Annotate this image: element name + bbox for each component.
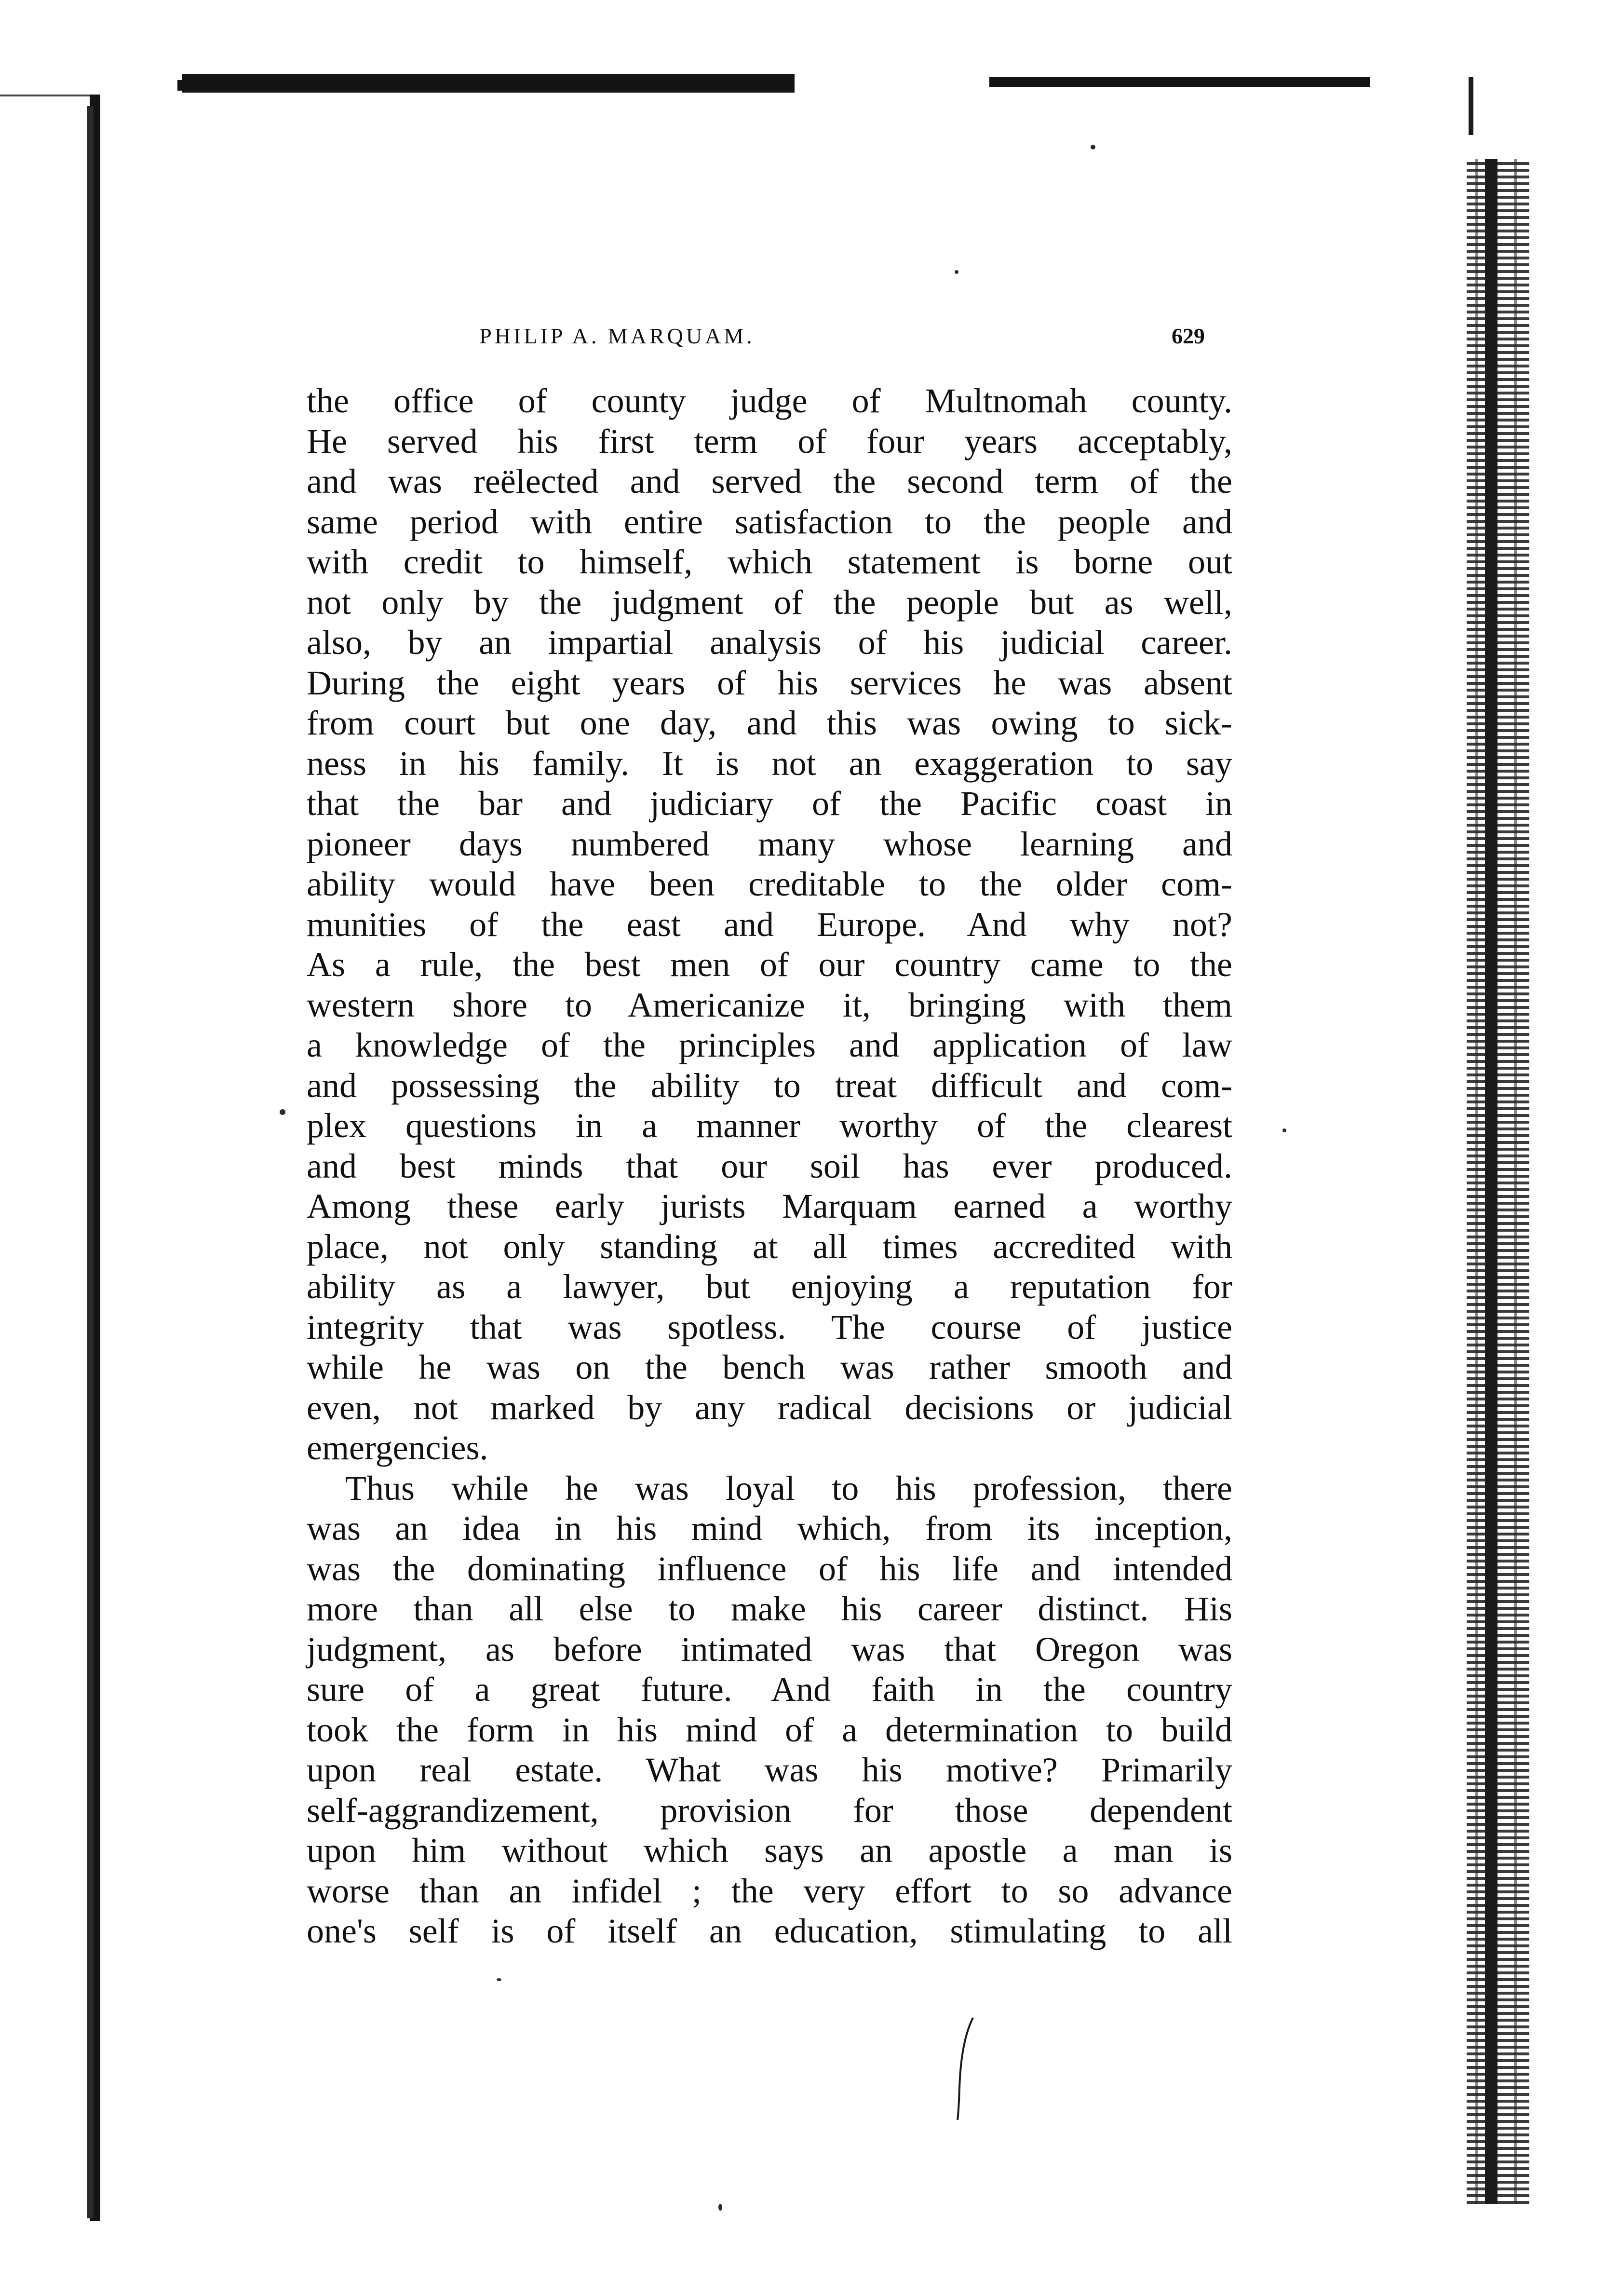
text-line: was an idea in his mind which, from its inception, [307, 1509, 1232, 1548]
text-line: a knowledge of the principles and application of law [307, 1026, 1232, 1064]
text-line-paragraph-end: emergencies. [307, 1428, 488, 1467]
text-line: upon him without which says an apostle a man is [307, 1831, 1232, 1870]
text-line: He served his first term of four years acceptably, [307, 421, 1232, 461]
scan-left-binding-inner [87, 106, 94, 2218]
text-line: and was reëlected and served the second term of the [307, 462, 1232, 501]
scan-speck [1282, 1128, 1286, 1132]
scan-speck [1091, 145, 1095, 149]
text-line: During the eight years of his services he was absent [307, 663, 1232, 702]
text-line: plex questions in a manner worthy of the clearest [307, 1106, 1232, 1145]
text-line: same period with entire satisfaction to the people and [307, 502, 1232, 541]
text-line: integrity that was spotless. The course of justice [307, 1307, 1232, 1346]
scan-top-rule-left-end [177, 80, 196, 91]
text-line: one's self is of itself an education, stimulating to all [307, 1912, 1232, 1950]
scan-top-rule-right [989, 77, 1370, 87]
scan-left-edge-line [0, 95, 92, 96]
text-line: worse than an infidel ; the very effort to so advance [307, 1871, 1232, 1910]
text-line-paragraph-start: Thus while he was loyal to his profession, there [345, 1468, 1232, 1508]
text-line: place, not only standing at all times accredited with [307, 1227, 1232, 1266]
text-line: ness in his family. It is not an exaggeration to say [307, 744, 1232, 783]
scan-top-rule-left [182, 74, 795, 93]
scan-top-rule-right-end [997, 79, 1013, 87]
text-line: more than all else to make his career distinct. His [307, 1590, 1232, 1628]
text-line: also, by an impartial analysis of his judicial career. [307, 623, 1232, 662]
running-title: PHILIP A. MARQUAM. [479, 324, 755, 348]
text-line: western shore to Americanize it, bringing with them [307, 985, 1232, 1024]
scan-right-edge-core [1485, 159, 1498, 2204]
text-line: sure of a great future. And faith in the country [307, 1670, 1232, 1709]
scan-right-edge-noise [1467, 159, 1529, 2204]
text-line: was the dominating influence of his life and intended [307, 1549, 1232, 1588]
text-line: and best minds that our soil has ever produced. [307, 1146, 1232, 1185]
text-line: even, not marked by any radical decisions or judicial [307, 1388, 1232, 1427]
scan-speck [955, 270, 958, 274]
running-header [299, 319, 1205, 353]
page-number: 629 [1172, 324, 1205, 348]
text-line: took the form in his mind of a determination to build [307, 1710, 1232, 1749]
text-line: that the bar and judiciary of the Pacific coast in [307, 784, 1232, 823]
text-line: self-aggrandizement, provision for those dependent [307, 1791, 1232, 1830]
text-line: the office of county judge of Multnomah county. [307, 381, 1232, 420]
body-text [307, 381, 1232, 1952]
scan-speck [497, 1978, 501, 1981]
text-line: while he was on the bench was rather smooth and [307, 1348, 1232, 1386]
text-line: ability as a lawyer, but enjoying a reputation for [307, 1267, 1232, 1306]
text-line: with credit to himself, which statement is borne out [307, 543, 1232, 581]
text-line: upon real estate. What was his motive? Primarily [307, 1751, 1232, 1789]
scan-speck [718, 2204, 722, 2211]
text-line: As a rule, the best men of our country came to the [307, 945, 1232, 984]
text-line: and possessing the ability to treat difficult and com- [307, 1066, 1232, 1105]
scan-right-top-mark [1469, 77, 1473, 135]
text-line: Among these early jurists Marquam earned a worthy [307, 1187, 1232, 1225]
scan-speck [280, 1109, 285, 1115]
text-line: not only by the judgment of the people but as well, [307, 583, 1232, 622]
text-line: ability would have been creditable to the older com- [307, 865, 1232, 903]
text-line: judgment, as before intimated was that Oregon was [307, 1630, 1232, 1669]
text-line: munities of the east and Europe. And why not? [307, 905, 1232, 944]
text-line: from court but one day, and this was owing to sick- [307, 704, 1232, 742]
text-line: pioneer days numbered many whose learning and [307, 824, 1232, 863]
scan-pen-stroke [950, 2016, 979, 2122]
